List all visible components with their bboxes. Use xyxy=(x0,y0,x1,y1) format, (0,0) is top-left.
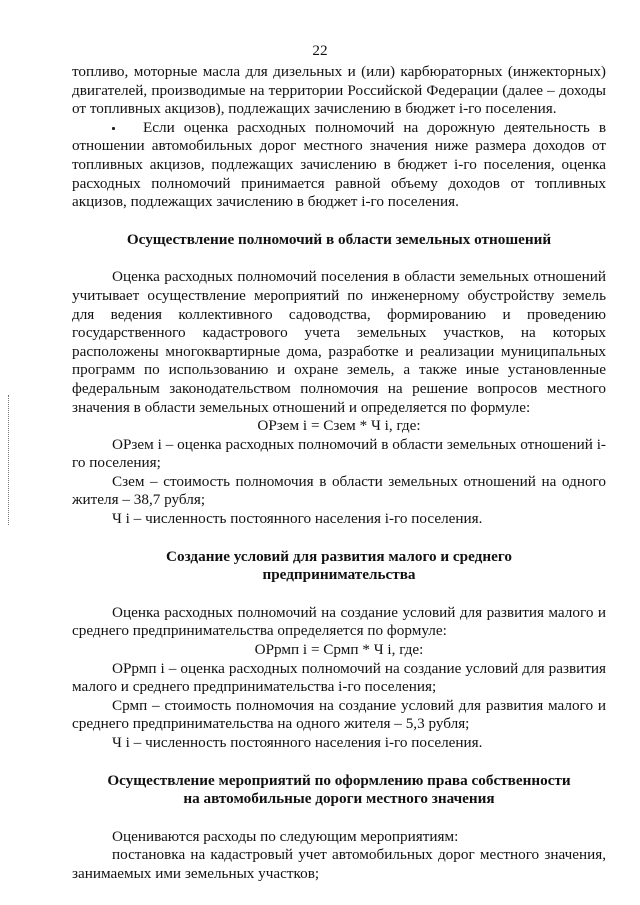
section-heading-line: Создание условий для развития малого и среднего xyxy=(166,547,512,565)
paragraph: Оценка расходных полномочий поселения в области земельных отношений учитывает осуществление мероприятий по инженерному обустройству земель для ведения коллективного садоводства, формированию и проведению государственного кадастрового учета земельных участков, на которых расположены многоквартирные дома, разработке и реализации муниципальных программ по использованию и охране земель, а также иные установленные федеральным законодательством полномочия на решение вопросов местного значения в области земельных отношений и определяется по формуле: xyxy=(72,268,606,416)
section-heading-line: предпринимательства xyxy=(262,566,416,584)
scan-edge-mark xyxy=(8,395,11,525)
paragraph xyxy=(72,119,606,212)
formula: ОРрмп i = Срмп * Ч i, где: xyxy=(254,641,424,659)
paragraph: топливо, моторные масла для дизельных и (или) карбюраторных (инжекторных) двигателей, производимые на территории Российской Федерации (далее – доходы от топливных акцизов), подлежащих зачислению в бюджет i-го поселения. xyxy=(72,63,606,118)
paragraph-text: Если оценка расходных полномочий на дорожную деятельность в отношении автомобильных дорог местного значения ниже размера доходов от топливных акцизов, подлежащих зачислению в бюджет i-го поселения, оценка расходных полномочий принимается равной объему доходов от топливных акцизов, подлежащих зачислению в бюджет i-го поселения. xyxy=(72,118,606,211)
section-heading xyxy=(72,772,606,809)
definition: Срмп – стоимость полномочия на создание условий для развития малого и среднего предпринимательства на одного жителя – 5,3 рубля; xyxy=(72,696,606,733)
section-heading-line: на автомобильные дороги местного значения xyxy=(183,790,495,808)
formula: ОРзем i = Сзем * Ч i, где: xyxy=(257,417,421,435)
section-heading xyxy=(72,548,606,585)
list-item: постановка на кадастровый учет автомобильных дорог местного значения, занимаемых ими земельных участков; xyxy=(72,846,606,882)
page-body xyxy=(72,63,606,884)
stray-dot xyxy=(112,127,115,130)
definition: ОРзем i – оценка расходных полномочий в области земельных отношений i-го поселения; xyxy=(72,435,606,472)
definition: Сзем – стоимость полномочия в области земельных отношений на одного жителя – 38,7 рубля; xyxy=(72,472,606,509)
definition: ОРрмп i – оценка расходных полномочий на создание условий для развития малого и среднего предпринимательства i-го поселения; xyxy=(72,659,606,696)
section-heading: Осуществление полномочий в области земельных отношений xyxy=(126,230,552,248)
section-heading-line: Осуществление мероприятий по оформлению права собственности xyxy=(107,771,571,789)
definition: Ч i – численность постоянного населения i-го поселения. xyxy=(112,510,483,528)
paragraph: Оцениваются расходы по следующим мероприятиям: xyxy=(112,827,459,845)
page-number: 22 xyxy=(312,42,328,59)
paragraph: Оценка расходных полномочий на создание условий для развития малого и среднего предпринимательства определяется по формуле: xyxy=(72,603,606,640)
definition: Ч i – численность постоянного населения i-го поселения. xyxy=(112,734,483,751)
